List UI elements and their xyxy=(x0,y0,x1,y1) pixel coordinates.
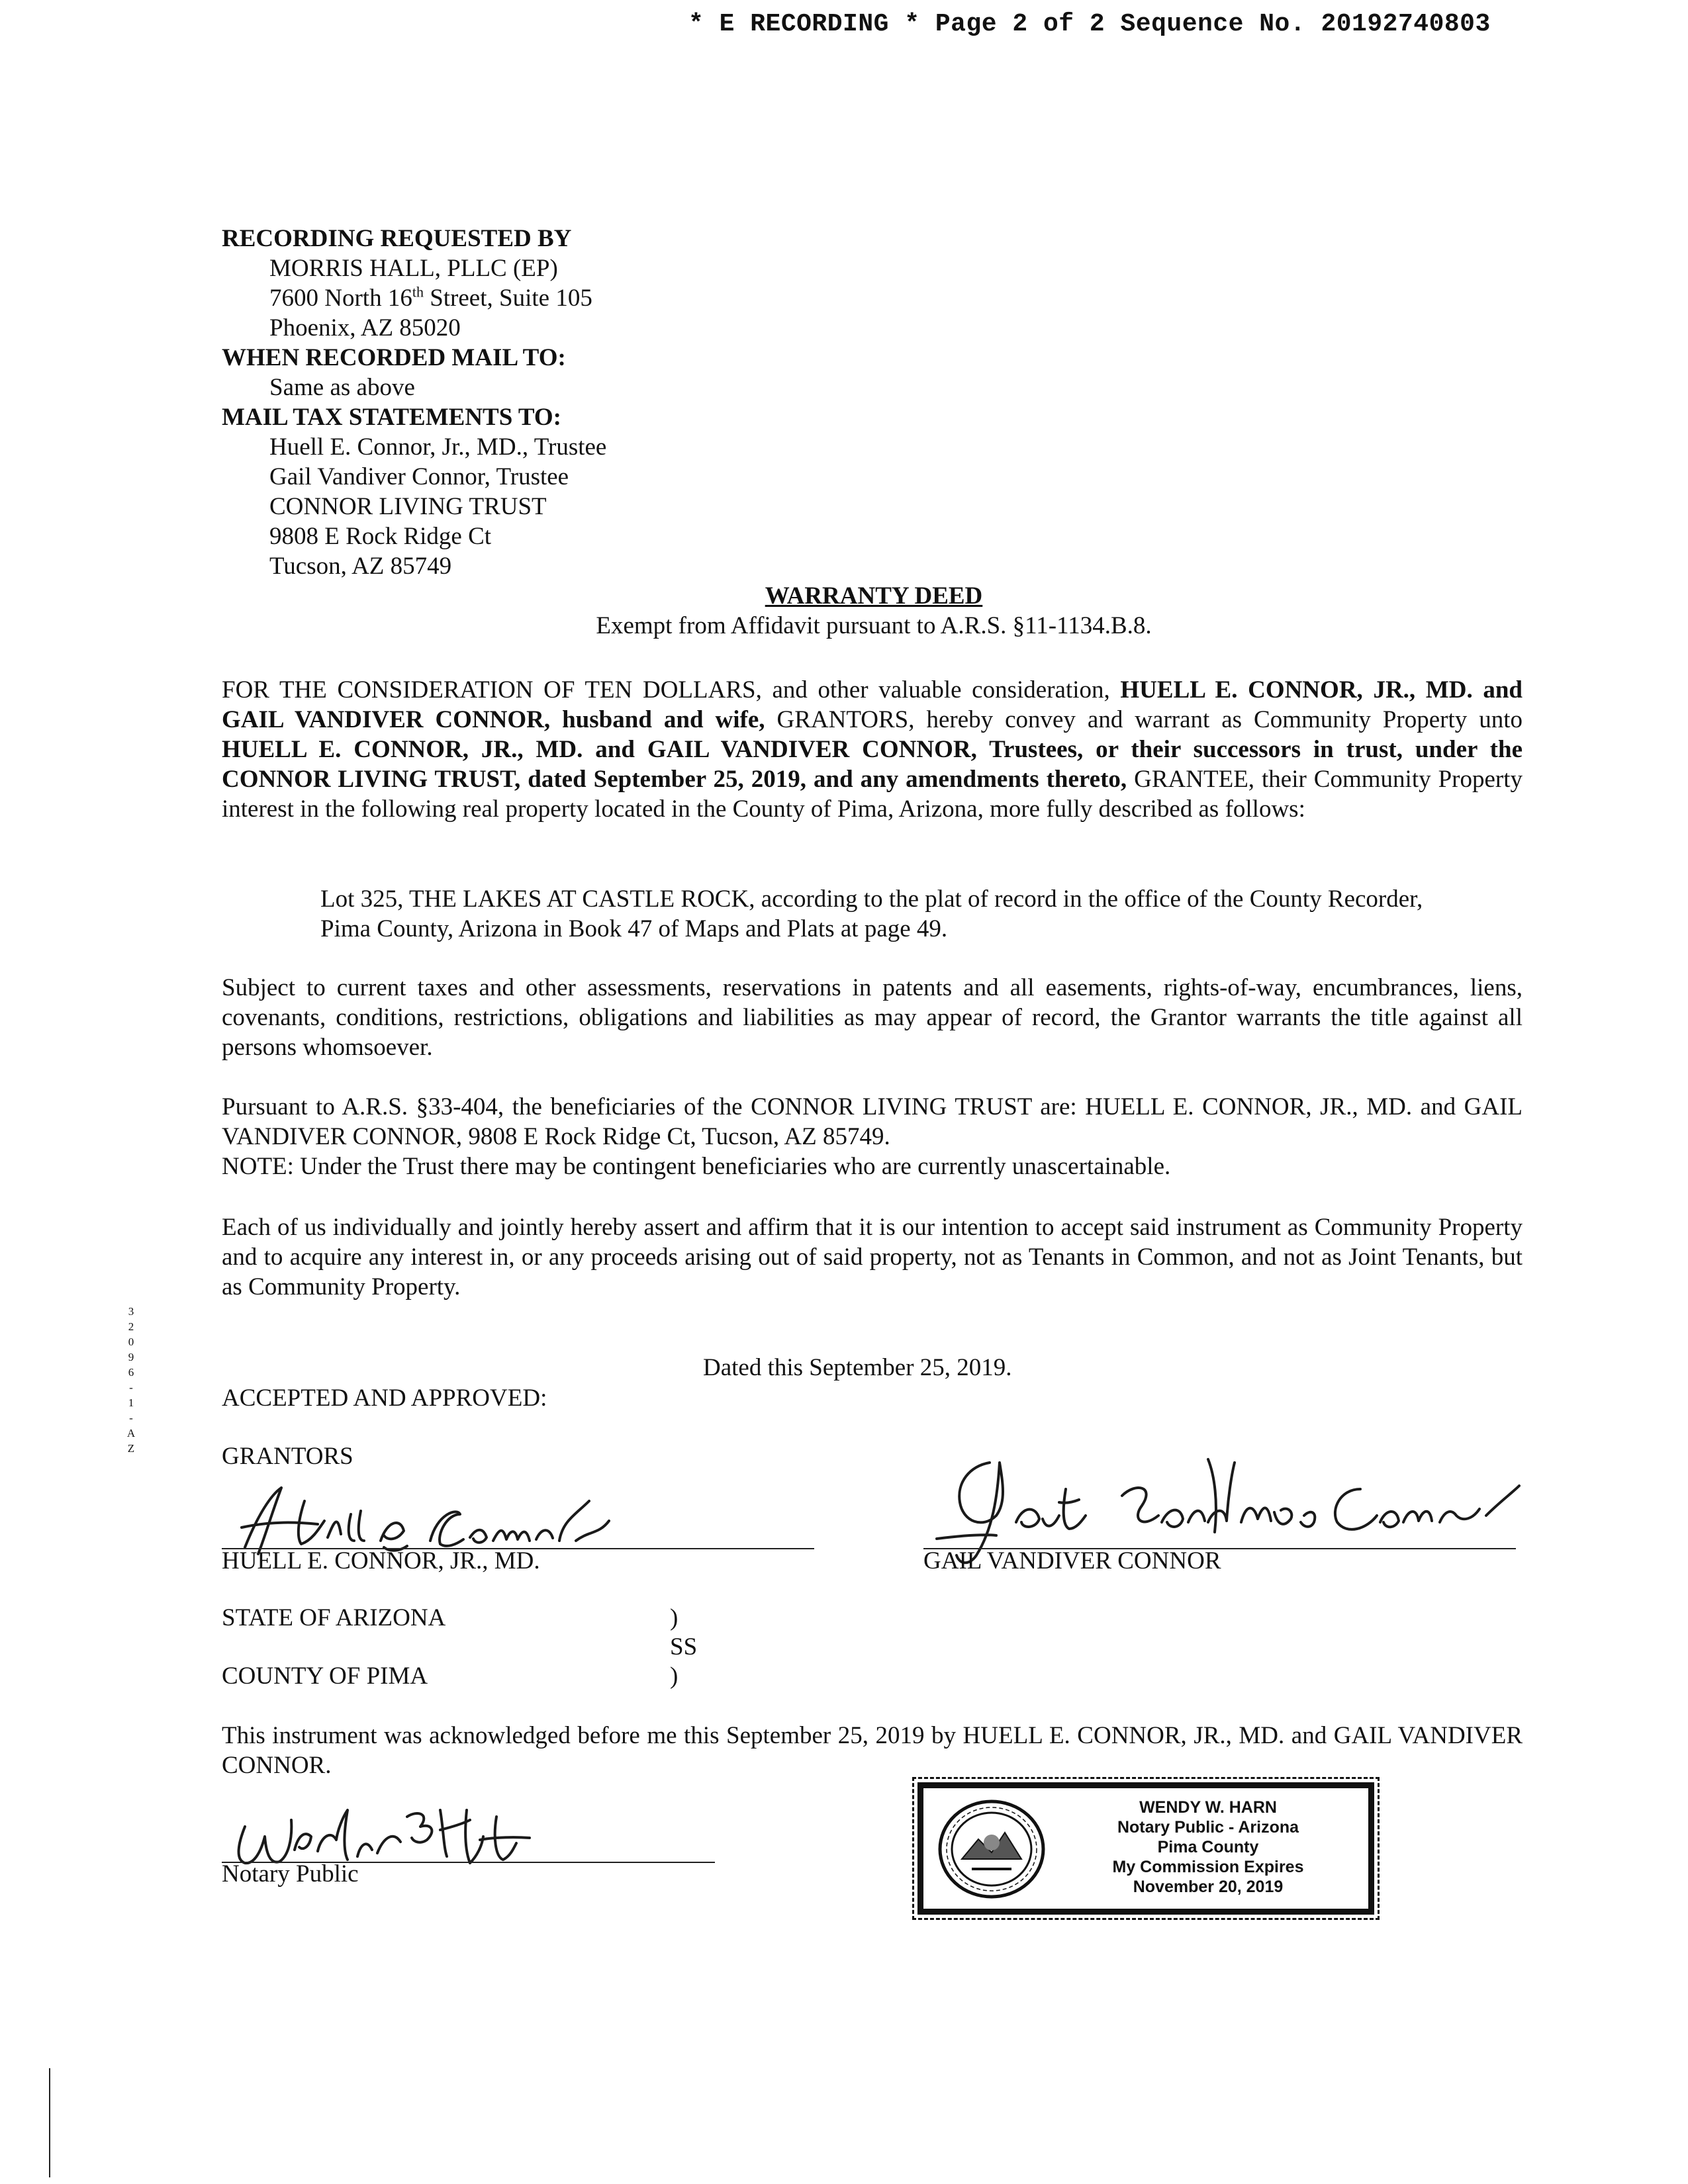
side-stamp-char: - xyxy=(129,1412,133,1424)
grantors-label: GRANTORS xyxy=(222,1443,353,1470)
recording-banner: * E RECORDING * Page 2 of 2 Sequence No. 20192740803 xyxy=(688,10,1491,38)
side-stamp-char: A xyxy=(126,1427,136,1439)
seal-notary-title: Notary Public - Arizona xyxy=(1117,1818,1299,1837)
requested-by-city: Phoenix, AZ 85020 xyxy=(269,314,461,341)
scan-edge-mark xyxy=(49,2068,50,2177)
note-paragraph: NOTE: Under the Trust there may be contingent beneficiaries who are currently unascertainable. xyxy=(222,1153,1171,1180)
tax-line: Gail Vandiver Connor, Trustee xyxy=(269,463,569,490)
tax-line: Tucson, AZ 85749 xyxy=(269,553,452,580)
acknowledgment-paragraph: This instrument was acknowledged before me this September 25, 2019 by HUELL E. CONNOR, JR., MD. and GAIL VANDIVER CONNOR. xyxy=(222,1722,1523,1779)
venue-ss: SS xyxy=(670,1633,698,1661)
consideration-paragraph: FOR THE CONSIDERATION OF TEN DOLLARS, and other valuable consideration, HUELL E. CONNOR, JR., MD. and GAIL VANDIVER CONNOR, husband and wife, GRANTORS, hereby convey and warrant as Community Property unto HUELL E. CONNOR, JR., MD. and GAIL VANDIVER CONNOR, Trustees, or their successors in trust, under the CONNOR LIVING TRUST, dated September 25, 2019, and any amendments thereto, GRANTEE, their Community Property interest in the following real property located in the County of Pima, Arizona, more fully described as follows: xyxy=(222,676,1523,823)
seal-notary-name: WENDY W. HARN xyxy=(1139,1798,1277,1817)
beneficiaries-paragraph: Pursuant to A.R.S. §33-404, the beneficiaries of the CONNOR LIVING TRUST are: HUELL E. CONNOR, JR., MD. and GAIL VANDIVER CONNOR, 9808 E Rock Ridge Ct, Tucson, AZ 85749. xyxy=(222,1093,1523,1150)
recording-requested-label: RECORDING REQUESTED BY xyxy=(222,225,572,252)
notary-public-label: Notary Public xyxy=(222,1860,359,1888)
mail-to-value: Same as above xyxy=(269,374,415,401)
subject-to-paragraph: Subject to current taxes and other assessments, reservations in patents and all easements, rights-of-way, encumbrances, liens, covenants, conditions, restrictions, obligations and liabilities as may appear of record, the Grantor warrants the title against all persons whomsoever. xyxy=(222,974,1523,1061)
side-stamp xyxy=(121,1304,141,1456)
seal-county: Pima County xyxy=(1157,1838,1259,1856)
state-seal-icon xyxy=(935,1796,1048,1902)
recording-block xyxy=(222,224,818,581)
state-label: STATE OF ARIZONA xyxy=(222,1604,446,1631)
deed-title: WARRANTY DEED xyxy=(765,582,983,610)
venue-paren-open: ) xyxy=(670,1604,679,1631)
grantor2-name: GAIL VANDIVER CONNOR xyxy=(923,1547,1221,1574)
side-stamp-char: 2 xyxy=(128,1320,134,1333)
grantor1-name: HUELL E. CONNOR, JR., MD. xyxy=(222,1547,540,1574)
mail-to-label: WHEN RECORDED MAIL TO: xyxy=(222,344,566,371)
legal-description: Lot 325, THE LAKES AT CASTLE ROCK, according to the plat of record in the office of the County Recorder, Pima County, Arizona in Book 47 of Maps and Plats at page 49. xyxy=(320,886,1423,942)
side-stamp-char: 9 xyxy=(128,1351,134,1363)
side-stamp-char: Z xyxy=(127,1442,135,1455)
tax-line: Huell E. Connor, Jr., MD., Trustee xyxy=(269,433,607,461)
county-label: COUNTY OF PIMA xyxy=(222,1662,428,1690)
side-stamp-char: 1 xyxy=(128,1396,134,1409)
seal-commission-date: November 20, 2019 xyxy=(1133,1878,1284,1896)
tax-line: 9808 E Rock Ridge Ct xyxy=(269,523,492,550)
seal-commission-label: My Commission Expires xyxy=(1112,1858,1304,1876)
requested-by-name: MORRIS HALL, PLLC (EP) xyxy=(269,255,558,282)
side-stamp-char: 6 xyxy=(128,1366,134,1379)
side-stamp-char: - xyxy=(129,1381,133,1394)
exempt-note: Exempt from Affidavit pursuant to A.R.S. §11-1134.B.8. xyxy=(596,612,1152,639)
dated-line: Dated this September 25, 2019. xyxy=(703,1354,1012,1381)
seal-text xyxy=(1069,1797,1347,1897)
tax-statements-label: MAIL TAX STATEMENTS TO: xyxy=(222,404,561,431)
notary-seal xyxy=(917,1782,1374,1915)
tax-line: CONNOR LIVING TRUST xyxy=(269,493,547,520)
requested-by-street: 7600 North 16th Street, Suite 105 xyxy=(269,283,592,312)
affirmation-paragraph: Each of us individually and jointly hereby assert and affirm that it is our intention to accept said instrument as Community Property and to acquire any interest in, or any proceeds arising out of said property, not as Tenants in Common, and not as Joint Tenants, but as Community Property. xyxy=(222,1214,1523,1300)
accepted-approved-label: ACCEPTED AND APPROVED: xyxy=(222,1385,547,1412)
side-stamp-char: 3 xyxy=(128,1305,134,1318)
side-stamp-char: 0 xyxy=(128,1336,134,1348)
venue-paren-close: ) xyxy=(670,1662,679,1690)
